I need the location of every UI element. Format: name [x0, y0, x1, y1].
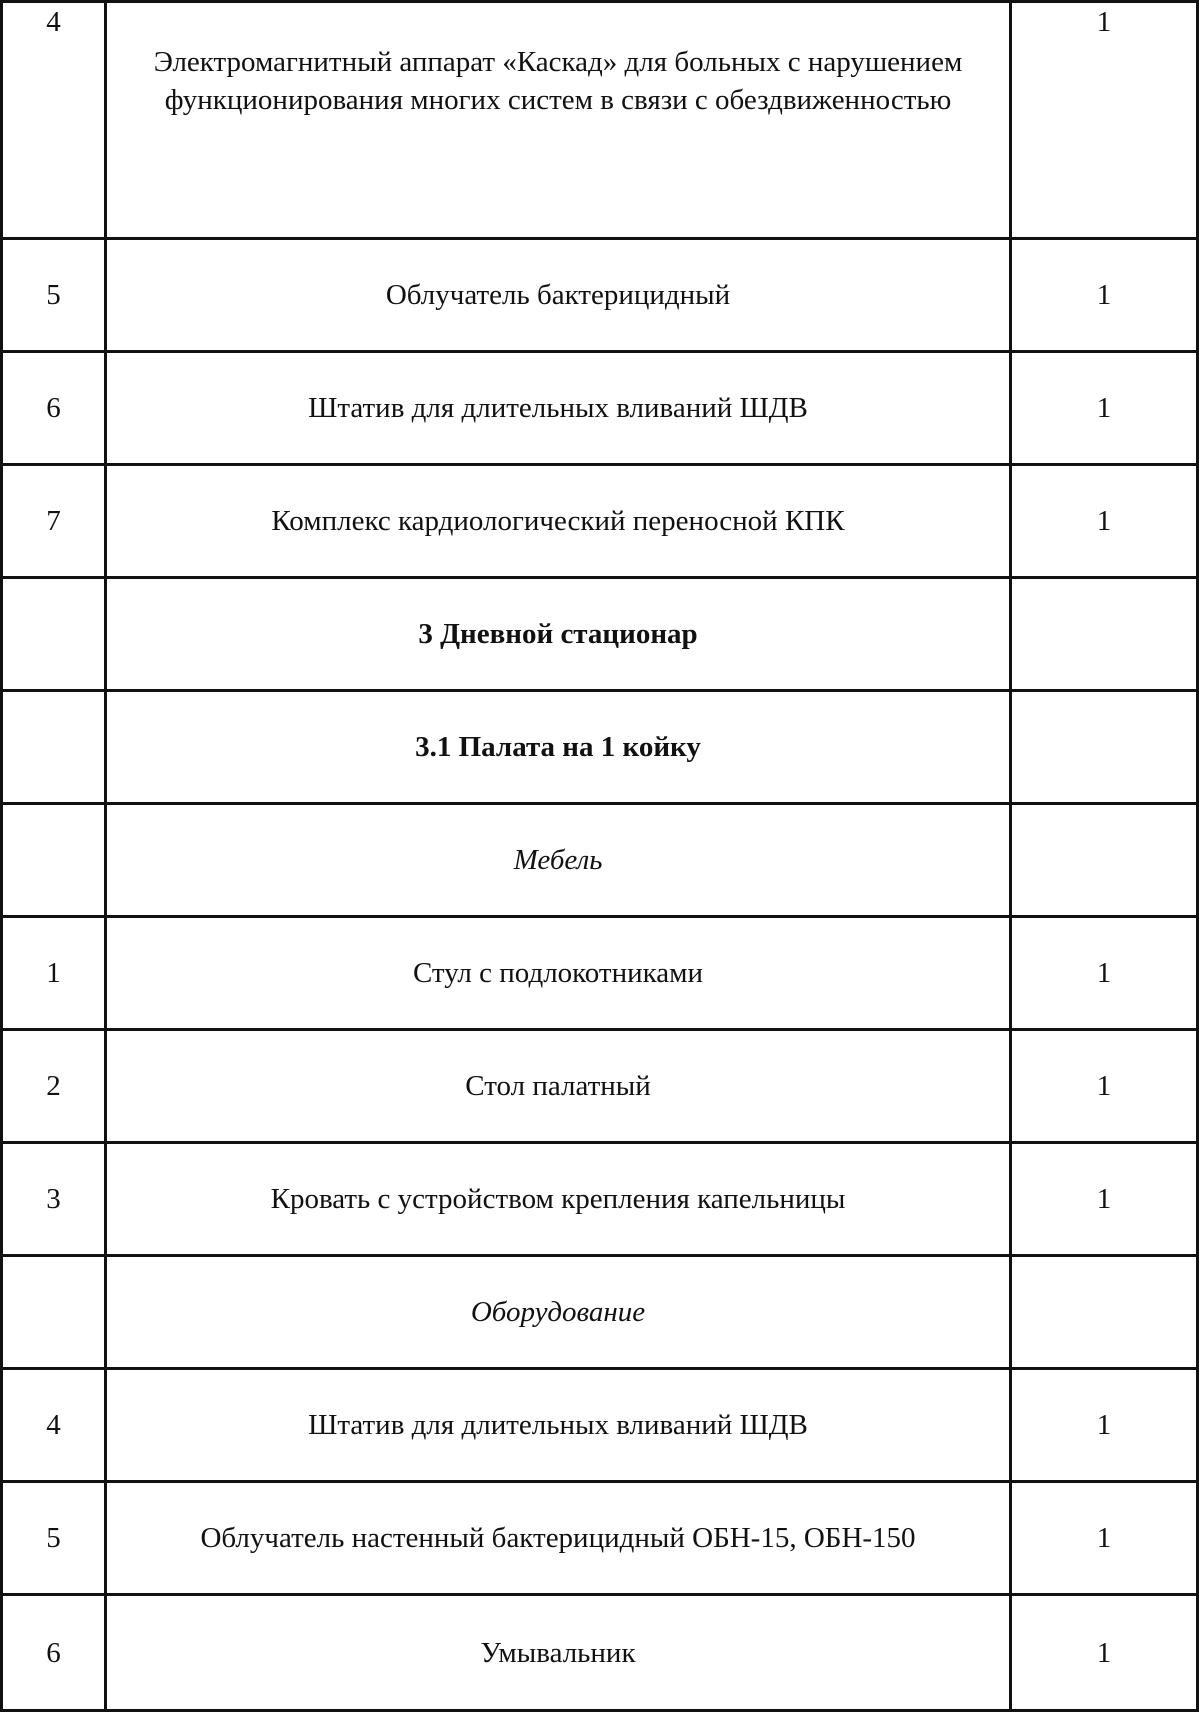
- table-row: [2, 352, 1198, 465]
- item-quantity: 1: [1011, 1143, 1198, 1256]
- item-name: Комплекс кардиологический переносной КПК: [106, 465, 1011, 578]
- item-name: Стол палатный: [106, 1030, 1011, 1143]
- row-number: [2, 578, 106, 691]
- row-number: 4: [2, 1369, 106, 1482]
- item-name: Штатив для длительных вливаний ШДВ: [106, 1369, 1011, 1482]
- section-heading: 3 Дневной стационар: [106, 578, 1011, 691]
- item-quantity: 1: [1011, 1595, 1198, 1711]
- item-quantity: 1: [1011, 1369, 1198, 1482]
- row-number: 6: [2, 1595, 106, 1711]
- table-row: [2, 1143, 1198, 1256]
- category-label: Оборудование: [106, 1256, 1011, 1369]
- row-number: 2: [2, 1030, 106, 1143]
- item-quantity: [1011, 804, 1198, 917]
- table-row: [2, 2, 1198, 239]
- row-number: 7: [2, 465, 106, 578]
- item-quantity: [1011, 1256, 1198, 1369]
- subsection-heading: 3.1 Палата на 1 койку: [106, 691, 1011, 804]
- item-name: Стул с подлокотниками: [106, 917, 1011, 1030]
- table-row: [2, 1030, 1198, 1143]
- row-number: 6: [2, 352, 106, 465]
- item-name: Кровать с устройством крепления капельницы: [106, 1143, 1011, 1256]
- table-row: [2, 239, 1198, 352]
- row-number: 5: [2, 1482, 106, 1595]
- item-name: Электромагнитный аппарат «Каскад» для больных с нарушением функционирования многих систем в связи с обездвиженностью: [106, 2, 1011, 239]
- row-number: [2, 804, 106, 917]
- item-name: Умывальник: [106, 1595, 1011, 1711]
- row-number: 1: [2, 917, 106, 1030]
- item-quantity: 1: [1011, 465, 1198, 578]
- subsection-heading-row: [2, 691, 1198, 804]
- item-quantity: 1: [1011, 239, 1198, 352]
- item-name: Штатив для длительных вливаний ШДВ: [106, 352, 1011, 465]
- item-quantity: 1: [1011, 1030, 1198, 1143]
- category-row: [2, 804, 1198, 917]
- row-number: [2, 1256, 106, 1369]
- row-number: 3: [2, 1143, 106, 1256]
- category-label: Мебель: [106, 804, 1011, 917]
- item-name: Облучатель бактерицидный: [106, 239, 1011, 352]
- item-quantity: 1: [1011, 917, 1198, 1030]
- item-quantity: [1011, 578, 1198, 691]
- row-number: 5: [2, 239, 106, 352]
- section-heading-row: [2, 578, 1198, 691]
- item-name: Облучатель настенный бактерицидный ОБН-15, ОБН-150: [106, 1482, 1011, 1595]
- table-row: [2, 1595, 1198, 1711]
- item-quantity: [1011, 691, 1198, 804]
- item-quantity: 1: [1011, 1482, 1198, 1595]
- table-row: [2, 465, 1198, 578]
- category-row: [2, 1256, 1198, 1369]
- row-number: 4: [2, 2, 106, 239]
- item-quantity: 1: [1011, 2, 1198, 239]
- item-quantity: 1: [1011, 352, 1198, 465]
- table-row: [2, 1369, 1198, 1482]
- table-row: [2, 917, 1198, 1030]
- row-number: [2, 691, 106, 804]
- table-row: [2, 1482, 1198, 1595]
